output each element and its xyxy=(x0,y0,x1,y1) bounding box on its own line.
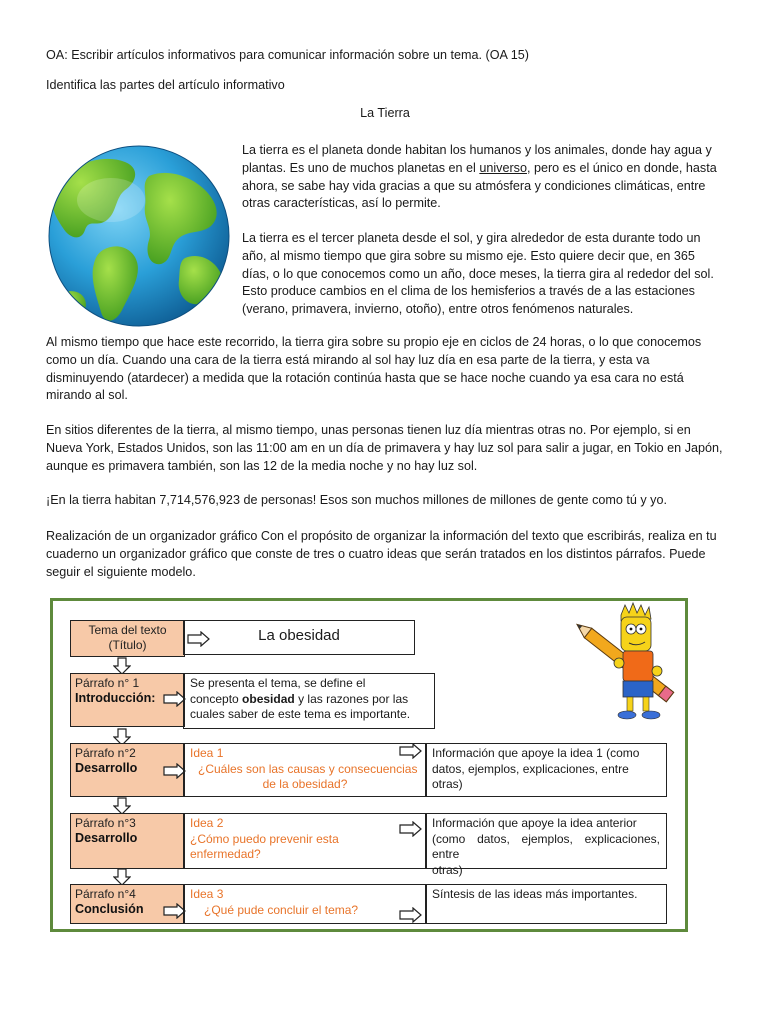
p1-line: otras características, así lo permite. xyxy=(242,196,441,211)
label-line: Párrafo n°2 xyxy=(75,746,136,760)
label-line: (Título) xyxy=(108,638,147,652)
p5-line: ¡En la tierra habitan 7,714,576,923 de personas! Esos son muchos millones de millones de gente como tú y yo. xyxy=(46,493,667,507)
paragraph-population xyxy=(46,492,667,510)
cartoon-with-pencil-icon xyxy=(571,601,686,729)
p1-text: plantas. Es uno de muchos planetas en el xyxy=(242,160,480,175)
p2-line: año, al mismo tiempo que gira sobre su mismo eje. Esto quiere decir que, en 365 xyxy=(242,248,695,263)
universe-link[interactable]: universo xyxy=(479,160,527,175)
label-line: Tema del texto xyxy=(88,623,167,637)
organizer-info3-cell xyxy=(425,884,667,924)
p2-line: Esto produce cambios en el clima de los hemisferios a través de a las estaciones xyxy=(242,284,695,299)
label-heading: Conclusión xyxy=(75,902,144,916)
p1-text: , pero es el único en donde, hasta xyxy=(526,160,717,175)
idea-question: ¿Cuáles son las causas y consecuencias xyxy=(198,761,418,776)
info-line: (como datos, ejemplos, explicaciones, entre xyxy=(432,831,660,862)
idea-question: enfermedad? xyxy=(190,847,261,862)
p4-line: aunque es primavera también, son las 12 de la media noche y no hay luz sol. xyxy=(46,458,478,473)
label-heading: Desarrollo xyxy=(75,831,138,845)
paragraph-rotation xyxy=(46,334,701,405)
organizer-info2-cell xyxy=(425,813,667,877)
label-heading: Introducción: xyxy=(75,691,156,705)
organizer-idea1-cell xyxy=(183,743,427,797)
content-text: y las razones por las xyxy=(294,691,409,706)
organizer-intro-content xyxy=(183,673,435,729)
article-title: La Tierra xyxy=(360,106,410,120)
p6-line: Realización de un organizador gráfico Con el propósito de organizar la información del texto que escribirás, realiza en tu xyxy=(46,529,717,543)
label-line: Párrafo n°4 xyxy=(75,887,136,901)
content-line: cuales saber de este tema es importante. xyxy=(190,707,411,722)
p1-line xyxy=(242,160,717,178)
p6-line: cuaderno un organizador gráfico que conste de tres o cuatro ideas que serán tratados en los distintos párrafos. Puede xyxy=(46,546,706,561)
instruction-text: Identifica las partes del artículo informativo xyxy=(46,78,285,92)
info-line: Síntesis de las ideas más importantes. xyxy=(432,887,638,901)
graphic-organizer-model xyxy=(50,598,688,932)
p2-line: (verano, primavera, invierno, otoño), entre otros fenómenos naturales. xyxy=(242,302,634,317)
organizer-title-content: La obesidad xyxy=(183,620,415,655)
p6-line: seguir el siguiente modelo. xyxy=(46,564,196,579)
organizer-title-label xyxy=(70,620,185,657)
label-heading: Desarrollo xyxy=(75,761,138,775)
right-arrow-icon xyxy=(399,907,423,923)
organizer-idea2-cell xyxy=(183,813,427,869)
idea-label: Idea 2 xyxy=(190,816,224,830)
label-line: Párrafo n°3 xyxy=(75,816,136,830)
idea-question: de la obesidad? xyxy=(262,777,348,792)
paragraph-orbit xyxy=(242,230,714,319)
organizer-idea3-cell xyxy=(183,884,427,924)
idea-question: ¿Cómo puedo prevenir esta xyxy=(190,831,339,846)
right-arrow-icon xyxy=(399,743,423,759)
info-line: otras) xyxy=(432,862,463,877)
p3-line: disminuyendo (atardecer) a medida que la rotación continúa hasta que se hace noche cuando ya esa cara no está xyxy=(46,370,684,385)
p4-line: En sitios diferentes de la tierra, al mismo tiempo, unas personas tienen luz día mientras otras no. Por ejemplo, si en xyxy=(46,423,691,437)
earth-globe-icon xyxy=(45,142,233,330)
p3-line: mirando al sol. xyxy=(46,388,128,403)
paragraph-organizer-instructions xyxy=(46,528,717,581)
info-line: Información que apoye la idea 1 (como xyxy=(432,746,640,760)
paragraph-earth-intro xyxy=(242,142,717,213)
p2-line: días, o lo que conocemos como un año, doce meses, la tierra gira al rededor del sol. xyxy=(242,266,714,281)
right-arrow-icon xyxy=(399,821,423,837)
p1-line: La tierra es el planeta donde habitan los humanos y los animales, donde hay agua y xyxy=(242,143,712,157)
content-line xyxy=(190,692,428,708)
idea-label: Idea 3 xyxy=(190,887,224,901)
learning-objective: OA: Escribir artículos informativos para comunicar información sobre un tema. (OA 15) xyxy=(46,48,529,62)
idea-question: ¿Qué pude concluir el tema? xyxy=(204,902,359,917)
idea-label: Idea 1 xyxy=(190,746,224,760)
p3-line: como un día. Cuando una cara de la tierra está mirando al sol hay luz día en esa parte de la tierra, y esta va xyxy=(46,352,650,367)
p1-line: ahora, se sabe hay vida gracias a que su atmósfera y condiciones climáticas, entre xyxy=(242,178,706,193)
paragraph-time-zones xyxy=(46,422,723,475)
organizer-development2-label xyxy=(70,813,185,869)
p3-line: Al mismo tiempo que hace este recorrido, la tierra gira sobre su propio eje en ciclos de 24 horas, o lo que conocemos xyxy=(46,335,702,349)
info-line: datos, ejemplos, explicaciones, entre otras) xyxy=(432,761,629,792)
label-line: Párrafo n° 1 xyxy=(75,676,140,690)
p4-line: Nueva York, Estados Unidos, son las 11:00 am en un día de primavera y hay luz sol para salir a jugar, en Tokio en Japón, xyxy=(46,440,723,455)
organizer-info1-cell xyxy=(425,743,667,797)
p2-line: La tierra es el tercer planeta desde el sol, y gira alrededor de esta durante todo un xyxy=(242,231,701,245)
info-line: Información que apoye la idea anterior xyxy=(432,816,637,830)
content-bold: obesidad xyxy=(242,691,295,706)
content-text: concepto xyxy=(190,691,243,706)
content-line: Se presenta el tema, se define el xyxy=(190,676,366,690)
